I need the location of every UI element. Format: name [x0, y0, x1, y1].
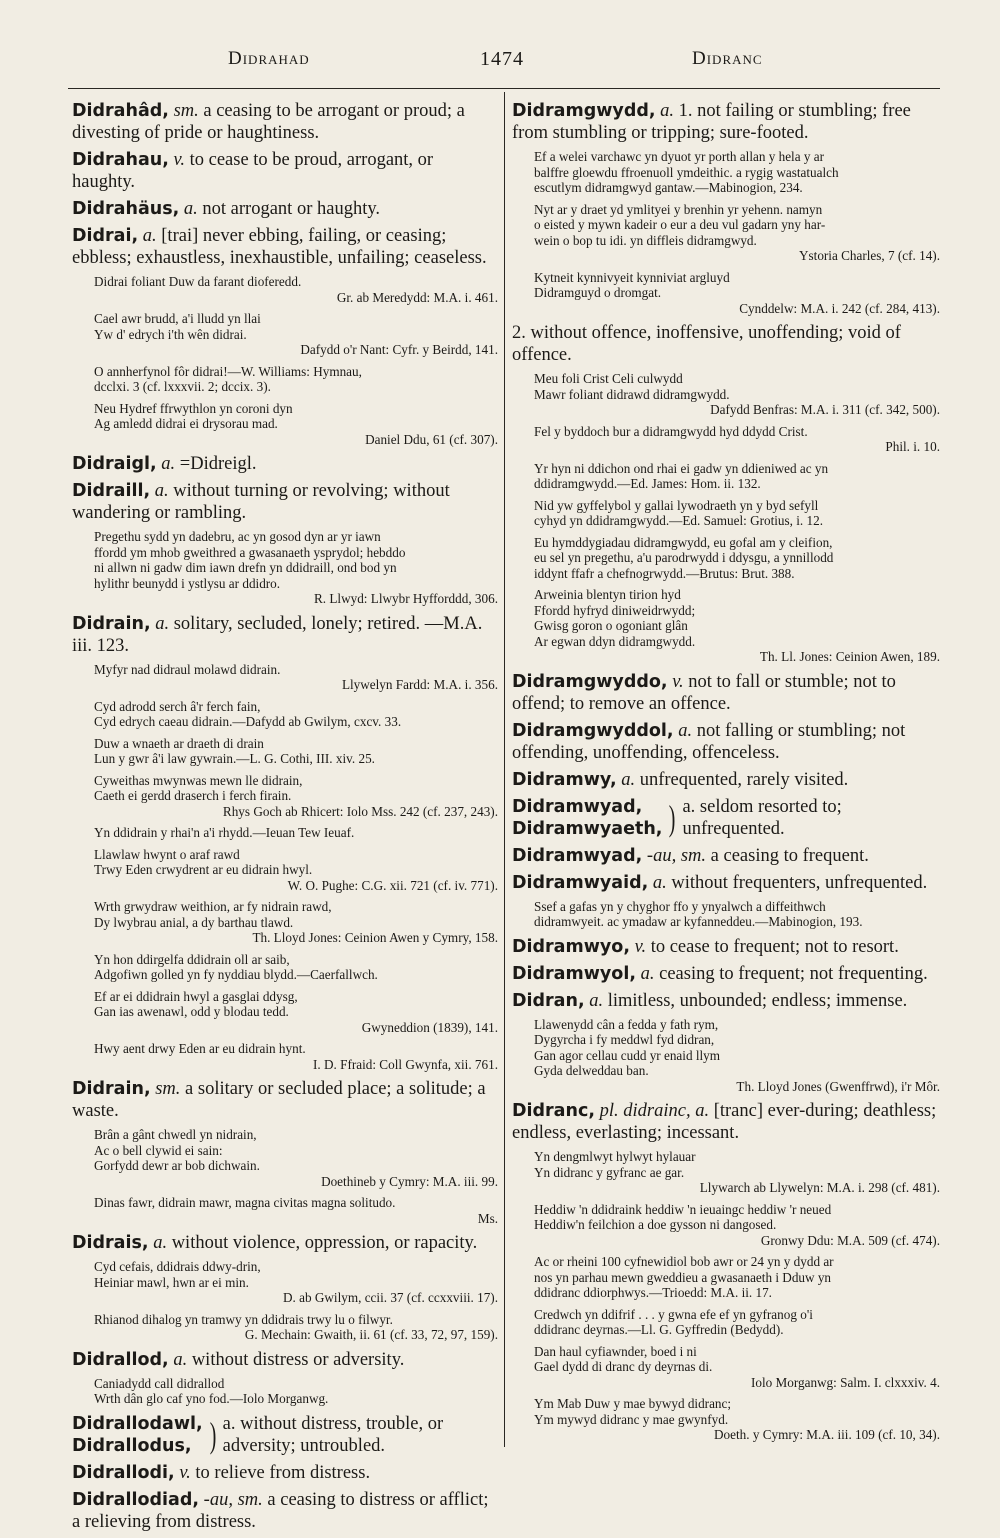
citation-source: Th. Ll. Jones: Ceinion Awen, 189. — [759, 649, 940, 664]
headword: Didrahau, — [72, 150, 169, 170]
citation — [94, 699, 498, 730]
headword: Didrallodus, — [72, 1435, 192, 1456]
dictionary-entry — [72, 453, 498, 475]
citation-line: O annherfynol fôr didrai!—W. Williams: Hymnau, — [94, 363, 362, 379]
headword: Didramwyad, — [512, 796, 643, 817]
citation-line: Dygyrcha i fy meddwl fyd didran, — [534, 1032, 715, 1047]
dictionary-entry — [512, 769, 940, 791]
citation-line: Gael dydd di dranc dy deyrnas di. — [534, 1359, 713, 1374]
part-of-speech: sm. — [155, 1079, 181, 1099]
citation-line: ffordd ym mhob gweithred a gwasanaeth ysprydol; hebddo — [94, 544, 406, 560]
citation-line: Ym mywyd didranc y mae gwynfyd. — [534, 1411, 729, 1427]
citation-source: Gwyneddion (1839), 141. — [361, 1019, 498, 1035]
part-of-speech: v. — [173, 150, 185, 170]
citation-source: Gronwy Ddu: M.A. 509 (cf. 474). — [760, 1232, 940, 1248]
citation — [534, 461, 940, 492]
citation — [94, 401, 498, 448]
citation-line: Dinas fawr, didrain mawr, magna civitas magna solitudo. — [94, 1195, 396, 1210]
definition: without distress or adversity. — [191, 1349, 405, 1370]
part-of-speech: a. — [640, 963, 655, 984]
definition: not falling or stumbling; not offending, unoffending, offenceless. — [512, 720, 906, 763]
citation — [534, 1396, 940, 1443]
dictionary-entry — [512, 720, 940, 764]
citation-line: Gyda delweddau ban. — [534, 1063, 649, 1078]
citation-line: Ag amledd didrai ei drysorau mad. — [94, 416, 278, 431]
part-of-speech: a. — [173, 1349, 188, 1370]
definition: to cease to frequent; not to resort. — [650, 936, 899, 957]
citation — [94, 736, 498, 767]
dictionary-entry — [72, 1349, 498, 1371]
citation-line: ni allwn ni gadw dim iawn drefn yn ddidraill, ond bod yn — [94, 560, 397, 575]
citation-source: Dafydd Benfras: M.A. i. 311 (cf. 342, 500). — [710, 402, 940, 417]
definition: 1. not failing or stumbling; free from stumbling or tripping; sure-footed. — [512, 101, 911, 143]
citation-line: Yn didranc y gyfranc ae gar. — [534, 1164, 685, 1180]
citation-line: wein o bop tu idi. yn diffleis didramgwyd. — [534, 232, 757, 248]
headword: Didrahäus, — [72, 199, 180, 219]
citation — [534, 1202, 940, 1249]
part-of-speech: a. — [183, 199, 198, 219]
paired-entry — [512, 796, 940, 840]
citation — [534, 1254, 940, 1301]
part-of-speech: a. — [660, 101, 675, 121]
citation — [94, 899, 498, 946]
dictionary-entry — [512, 963, 940, 985]
dictionary-entry — [72, 480, 498, 524]
running-head-left: Didrahad — [228, 48, 310, 69]
headword: Didramwyaeth, — [512, 818, 663, 839]
citation-line: o eisted y mywn kadeir o eur a deu vul gadarn yny har- — [534, 217, 826, 232]
citation — [534, 371, 940, 418]
citation-line: ddidranc ddiorphwys.—Trioedd: M.A. ii. 17. — [534, 1285, 772, 1300]
citation — [94, 952, 498, 983]
part-of-speech: a. — [621, 769, 636, 790]
citation — [534, 1149, 940, 1196]
headword: Didramwyad, — [512, 845, 643, 866]
citation-line: Cyd cefais, ddidrais ddwy-drin, — [94, 1259, 261, 1274]
citation-line: Pregethu sydd yn dadebru, ac yn gosod dyn ar yr iawn — [94, 529, 381, 544]
citation-source: Llywarch ab Llywelyn: M.A. i. 298 (cf. 481). — [699, 1180, 940, 1195]
citation-source: G. Mechain: Gwaith, ii. 61 (cf. 33, 72, 97, 159). — [244, 1327, 498, 1342]
citation — [534, 1307, 940, 1338]
definition: a. seldom resorted to; unfrequented. — [682, 796, 842, 839]
citation-source: Llywelyn Fardd: M.A. i. 356. — [341, 677, 498, 692]
part-of-speech: a. — [589, 990, 604, 1011]
citation-line: Didramguyd o dromgat. — [534, 285, 662, 300]
part-of-speech: a. — [154, 481, 169, 501]
definition: a ceasing to be arrogant or proud; a divesting of pride or haughtiness. — [72, 101, 465, 143]
headword: Didramwy, — [512, 769, 617, 790]
definition: limitless, unbounded; endless; immense. — [607, 990, 908, 1011]
citation — [534, 587, 940, 665]
headword: Didrallodiad, — [72, 1489, 200, 1510]
citation — [534, 270, 940, 317]
citation-line: Ac o bell clywid ei sain: — [94, 1142, 223, 1158]
citation-source: Doeth. y Cymry: M.A. iii. 109 (cf. 10, 34). — [714, 1427, 940, 1442]
definition: without violence, oppression, or rapacity. — [171, 1233, 478, 1253]
citation-line: Wrth dân glo caf yno fod.—Iolo Morganwg. — [94, 1391, 329, 1406]
citation — [94, 364, 498, 395]
citation-source: W. O. Pughe: C.G. xii. 721 (cf. iv. 771). — [287, 877, 498, 893]
headword: Didramgwydd, — [512, 101, 656, 121]
citation-line: Dy lwybrau anial, a dy barthau tlawd. — [94, 914, 294, 930]
citation-source: R. Llwyd: Llwybr Hyfforddd, 306. — [313, 591, 498, 606]
citation-line: Ef ar ei ddidrain hwyl a gasglai ddysg, — [94, 988, 298, 1004]
citation-line: Llawlaw hwynt o araf rawd — [94, 846, 240, 862]
citation-line: Ar egwan ddyn didramgwydd. — [534, 633, 696, 649]
dictionary-entry — [72, 1489, 498, 1533]
brace-mark: ) — [209, 1414, 216, 1455]
citation-line: Cyd edrych caeau didrain.—Dafydd ab Gwilym, cxcv. 33. — [94, 714, 402, 729]
citation — [94, 529, 498, 607]
citation — [534, 424, 940, 455]
headword: Didrain, — [72, 1079, 151, 1099]
definition: a ceasing to distress or afflict; a relieving from distress. — [72, 1489, 489, 1532]
citation-line: Heiniar mawl, hwn ar ei min. — [94, 1274, 249, 1290]
dictionary-entry — [72, 225, 498, 269]
citation-source: Cynddelw: M.A. i. 242 (cf. 284, 413). — [739, 300, 940, 316]
dictionary-entry — [512, 671, 940, 715]
citation-source: Th. Lloyd Jones: Ceinion Awen y Cymry, 158. — [252, 930, 498, 945]
part-of-speech: sm. — [173, 101, 199, 121]
headword: Didrallod, — [72, 1349, 169, 1370]
part-of-speech: a. — [142, 226, 157, 246]
citation-line: Nyt ar y draet yd ymlityei y brenhin yr yehenn. namyn — [534, 201, 823, 217]
headword: Didramwyol, — [512, 963, 636, 984]
part-of-speech: v. — [634, 936, 647, 957]
dictionary-entry — [512, 936, 940, 958]
running-head-right: Didranc — [692, 48, 763, 69]
citation — [534, 202, 940, 264]
dictionary-entry — [512, 872, 940, 894]
citation-line: Nid yw gyffelybol y gallai lywodraeth yn y byd sefyll — [534, 497, 819, 513]
citation-line: eu sel yn pregethu, a'u parodrwydd i ddysgu, a ynnillodd — [534, 550, 834, 565]
citation — [534, 535, 940, 582]
headword: Didraill, — [72, 481, 151, 501]
definition: unfrequented, rarely visited. — [639, 769, 849, 790]
citation-line: Trwy Eden crwydrent ar eu didrain hwyl. — [94, 862, 313, 877]
part-of-speech: a. — [678, 720, 693, 741]
citation-line: Lun y gwr â'i law gywrain.—L. G. Cothi, III. xiv. 25. — [94, 751, 375, 766]
citation-source: Ms. — [477, 1210, 498, 1226]
citation-line: Yw d' edrych i'th wên didrai. — [94, 326, 247, 342]
part-of-speech: a. — [161, 454, 176, 474]
definition: not to fall or stumble; not to offend; to remove an offence. — [512, 671, 896, 714]
citation-line: Caniadydd call didrallod — [94, 1375, 225, 1391]
paired-headwords — [512, 796, 662, 840]
citation-line: Heddiw 'n ddidraink heddiw 'n ieuaingc heddiw 'r neued — [534, 1201, 832, 1217]
citation-line: Llawenydd cân a fedda y fath rym, — [534, 1016, 719, 1032]
citation-line: Cyweithas mwynwas mewn lle didrain, — [94, 772, 303, 788]
headword: Didrahâd, — [72, 101, 169, 121]
citation-source: I. D. Ffraid: Coll Gwynfa, xii. 761. — [313, 1056, 498, 1072]
citation — [534, 1344, 940, 1391]
citation-source: D. ab Gwilym, ccii. 37 (cf. ccxxviii. 17). — [283, 1290, 498, 1305]
citation-line: Ef a welei varchawc yn dyuot yr porth allan y hela y ar — [534, 149, 825, 164]
definition: without turning or revolving; without wandering or rambling. — [72, 481, 450, 523]
citation-line: Duw a wnaeth ar draeth di drain — [94, 735, 264, 751]
citation-line: Ac or rheini 100 cyfnewidiol bob awr or 24 yn y dydd ar — [534, 1254, 834, 1269]
dictionary-entry — [512, 1100, 940, 1144]
paired-entry — [72, 1413, 498, 1457]
dictionary-entry — [72, 1462, 498, 1484]
citation — [94, 773, 498, 820]
citation-line: Caeth ei gerdd draserch i ferch firain. — [94, 788, 292, 803]
dictionary-entry — [72, 100, 498, 144]
definition: to cease to be proud, arrogant, or haughty. — [72, 150, 434, 192]
dictionary-entry — [512, 100, 940, 144]
citation-source: Phil. i. 10. — [885, 439, 940, 454]
headword: Didraigl, — [72, 454, 157, 474]
citation-line: Hwy aent drwy Eden ar eu didrain hynt. — [94, 1041, 306, 1056]
citation — [94, 1259, 498, 1306]
headword: Didrai, — [72, 226, 139, 246]
right-column — [512, 100, 940, 1449]
citation-source: Th. Lloyd Jones (Gwenffrwd), i'r Môr. — [736, 1078, 940, 1094]
dictionary-entry — [512, 845, 940, 867]
citation-line: Credwch yn ddifrif . . . y gwna efe ef yn gyfranog o'i — [534, 1306, 813, 1322]
headword: Didranc, — [512, 1101, 595, 1121]
citation-line: Cael awr brudd, a'i lludd yn llai — [94, 311, 261, 326]
part-of-speech: pl. didrainc, a. — [599, 1101, 710, 1121]
citation-line: Cyd adrodd serch â'r ferch fain, — [94, 698, 261, 714]
part-of-speech: -au, sm. — [646, 845, 707, 866]
citation-line: Yn hon ddirgelfa ddidrain oll ar saib, — [94, 951, 290, 967]
dictionary-entry — [72, 149, 498, 193]
paired-headwords — [72, 1413, 203, 1457]
citation-line: Ssef a gafas yn y chyghor ffo y ynyalwch a diffeithwch — [534, 898, 826, 914]
citation-line: escutlym didramgwyd gantaw.—Mabinogion, 234. — [534, 180, 803, 195]
dictionary-entry — [72, 613, 498, 657]
citation-line: Gan ias awenawl, odd y blodau tedd. — [94, 1004, 289, 1019]
dictionary-entry — [72, 1232, 498, 1254]
headword: Didrallodi, — [72, 1462, 175, 1483]
dictionary-entry — [72, 198, 498, 220]
citation-line: Yn ddidrain y rhai'n a'i rhydd.—Ieuan Tew Ieuaf. — [94, 825, 355, 840]
citation — [94, 989, 498, 1036]
citation-line: Yn dengmlwyt hylwyt hylauar — [534, 1149, 696, 1164]
citation — [94, 274, 498, 305]
headword: Didramgwyddo, — [512, 671, 668, 692]
citation — [534, 899, 940, 930]
header-rule — [68, 88, 940, 89]
citation-line: Rhianod dihalog yn tramwy yn ddidrais trwy lu o filwyr. — [94, 1311, 393, 1327]
citation-source: Rhys Goch ab Rhicert: Iolo Mss. 242 (cf. 237, 243). — [222, 803, 498, 819]
citation-source: Daniel Ddu, 61 (cf. 307). — [365, 431, 498, 447]
citation — [94, 1376, 498, 1407]
column-divider — [504, 92, 505, 1447]
definition: not arrogant or haughty. — [202, 199, 381, 219]
citation-line: Ym Mab Duw y mae bywyd didranc; — [534, 1396, 732, 1411]
citation-line: Wrth grwydraw weithion, ar fy nidrain rawd, — [94, 899, 332, 914]
citation-line: Meu foli Crist Celi culwydd — [534, 371, 683, 386]
headword: Didramwyaid, — [512, 872, 649, 893]
citation-line: Heddiw'n feilchion a doe gysson ni dangosed. — [534, 1217, 777, 1232]
citation-line: Kytneit kynnivyeit kynniviat argluyd — [534, 269, 730, 285]
citation-source: Ystoria Charles, 7 (cf. 14). — [799, 248, 940, 263]
citation — [94, 847, 498, 894]
citation — [534, 498, 940, 529]
citation-source: Dafydd o'r Nant: Cyfr. y Beirdd, 141. — [300, 342, 498, 357]
dictionary-entry — [512, 990, 940, 1012]
citation-line: Yr hyn ni ddichon ond rhai ei gadw yn ddieniwed ac yn — [534, 460, 829, 476]
left-column — [72, 100, 498, 1538]
citation-line: Brân a gânt chwedl yn nidrain, — [94, 1127, 257, 1142]
definition: =Didreigl. — [179, 454, 257, 474]
citation-line: Didrai foliant Duw da farant dioferedd. — [94, 274, 302, 289]
headword: Didramwyo, — [512, 936, 630, 957]
citation — [534, 1017, 940, 1095]
citation-line: iddynt ffafr a chefnogrwydd.—Brutus: Brut. 388. — [534, 565, 795, 581]
citation-line: nos yn parhau mewn gweddieu a gwasanaeth i Dduw yn — [534, 1269, 832, 1285]
citation — [94, 1195, 498, 1226]
citation-line: Eu hymddygiadau didramgwydd, eu gofal am y cleifion, — [534, 534, 833, 550]
citation-line: Fel y byddoch bur a didramgwydd hyd ddydd Crist. — [534, 423, 808, 439]
citation — [94, 825, 498, 841]
citation — [94, 1312, 498, 1343]
citation-line: Adgofiwn golled yn fy nyddiau blydd.—Caerfallwch. — [94, 967, 378, 982]
definition: solitary, secluded, lonely; retired. —M.A. iii. 123. — [72, 613, 483, 656]
citation-line: Arweinia blentyn tirion hyd — [534, 587, 681, 602]
citation-line: Neu Hydref ffrwythlon yn coroni dyn — [94, 400, 293, 416]
citation-line: didramwyeit. ac ymadaw ar kyfanneddeu.—Mabinogion, 193. — [534, 914, 863, 929]
citation-line: dcclxi. 3 (cf. lxxxvii. 2; dccix. 3). — [94, 379, 271, 394]
part-of-speech: v. — [179, 1462, 191, 1483]
citation-source: Iolo Morganwg: Salm. I. clxxxiv. 4. — [750, 1374, 940, 1390]
citation-source: Doethineb y Cymry: M.A. iii. 99. — [321, 1173, 498, 1189]
definition: ceasing to frequent; not frequenting. — [659, 963, 928, 984]
citation — [94, 1041, 498, 1072]
citation-line: Gorfydd dewr ar bob dichwain. — [94, 1158, 260, 1173]
citation-line: cyhyd yn ddidramgwydd.—Ed. Samuel: Grotius, i. 12. — [534, 513, 823, 528]
citation-source: Gr. ab Meredydd: M.A. i. 461. — [336, 289, 498, 305]
part-of-speech: a. — [652, 872, 667, 893]
citation — [94, 311, 498, 358]
citation — [94, 1127, 498, 1189]
part-of-speech: a. — [153, 1233, 168, 1253]
definition: a ceasing to frequent. — [710, 845, 869, 866]
part-of-speech: -au, sm. — [203, 1489, 263, 1510]
citation-line: ddidranc deyrnas.—Ll. G. Gyffredin (Bedydd). — [534, 1322, 784, 1337]
headword: Didrain, — [72, 613, 151, 634]
definition: a solitary or secluded place; a solitude; a waste. — [72, 1079, 486, 1121]
dictionary-entry — [72, 1078, 498, 1122]
citation-line: Myfyr nad didraul molawd didrain. — [94, 661, 281, 677]
definition: without frequenters, unfrequented. — [671, 872, 928, 893]
part-of-speech: v. — [672, 671, 684, 692]
definition: [tranc] ever-during; deathless; endless, everlasting; incessant. — [512, 1101, 937, 1143]
definition: a. without distress, trouble, or adversity; untroubled. — [222, 1413, 444, 1456]
citation — [534, 149, 940, 196]
citation-line: balffre gloewdu ffroenuoll ymdeithic. a rygig wastatualch — [534, 164, 839, 180]
headword: Didran, — [512, 990, 585, 1011]
page-number: 1474 — [480, 48, 524, 70]
headword: Didrais, — [72, 1233, 149, 1253]
citation-line: Ffordd hyfryd diniweidrwydd; — [534, 602, 696, 618]
part-of-speech: a. — [155, 613, 170, 634]
definition: to relieve from distress. — [195, 1462, 371, 1483]
headword: Didrallodawl, — [72, 1413, 203, 1434]
citation-line: Gan agor cellau cudd yr enaid llym — [534, 1047, 721, 1063]
citation-line: hylithr beunydd i ystlysu ar ddidro. — [94, 575, 281, 591]
sense-definition: 2. without offence, inoffensive, unoffending; void of offence. — [512, 323, 901, 365]
citation-line: ddidramgwydd.—Ed. James: Hom. ii. 132. — [534, 476, 761, 491]
headword: Didramgwyddol, — [512, 720, 674, 741]
citation-line: Gwisg goron o ogoniant glân — [534, 618, 688, 633]
citation-line: Mawr foliant didrawd didramgwydd. — [534, 386, 730, 402]
definition: [trai] never ebbing, failing, or ceasing; ebbless; exhaustless, inexhaustible, unfailing; ceaseless. — [72, 226, 487, 268]
citation-line: Dan haul cyfiawnder, boed i ni — [534, 1343, 697, 1359]
citation — [94, 662, 498, 693]
brace-mark: ) — [669, 797, 676, 838]
